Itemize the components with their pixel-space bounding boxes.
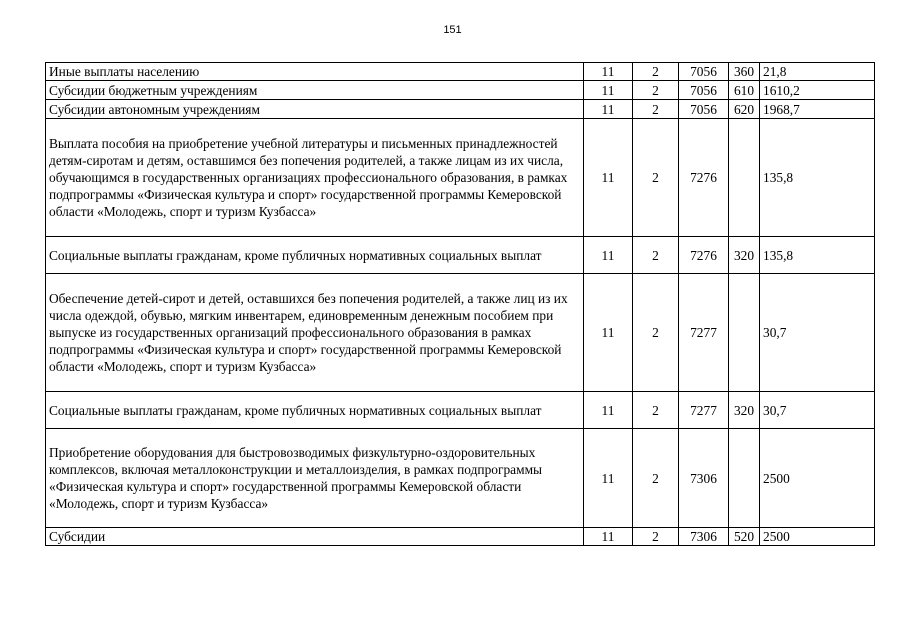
row-name-cell: Выплата пособия на приобретение учебной литературы и письменных принадлежностей детям-сиротам и детям, оставшимся без попечения родителей, а также лицам из их числа, обучающимся в государственных организациях профессионального образования, в рамках подпрограммы «Физическая культура и спорт» государственной программы Кемеровской области «Молодежь, спорт и туризм Кузбасса» [46, 119, 584, 237]
expense-type-cell: 360 [729, 63, 760, 81]
row-name-cell: Иные выплаты населению [46, 63, 584, 81]
row-name-cell: Субсидии [46, 528, 584, 546]
amount-cell: 2500 [760, 528, 875, 546]
row-name-cell: Обеспечение детей-сирот и детей, оставшихся без попечения родителей, а также лиц из их числа одеждой, обувью, мягким инвентарем, единовременным денежным пособием при выпуске из государственных организаций профессионального образования в рамках подпрограммы «Физическая культура и спорт» государственной программы Кемеровской области «Молодежь, спорт и туризм Кузбасса» [46, 274, 584, 392]
table-row [46, 392, 875, 429]
amount-cell: 135,8 [760, 119, 875, 237]
expense-type-cell: 320 [729, 237, 760, 274]
amount-cell: 135,8 [760, 237, 875, 274]
article-cell: 7276 [679, 237, 729, 274]
article-cell: 7306 [679, 528, 729, 546]
article-cell: 7306 [679, 429, 729, 528]
table-row [46, 237, 875, 274]
subsection-cell: 2 [633, 119, 679, 237]
page-number: 151 [443, 24, 462, 36]
row-name-cell: Субсидии автономным учреждениям [46, 100, 584, 119]
subsection-cell: 2 [633, 528, 679, 546]
amount-cell: 30,7 [760, 392, 875, 429]
row-name-cell: Приобретение оборудования для быстровозводимых физкультурно-оздоровительных комплексов, включая металлоконструкции и металлоизделия, в рамках подпрограммы «Физическая культура и спорт» государственной программы Кемеровской области «Молодежь, спорт и туризм Кузбасса» [46, 429, 584, 528]
article-cell: 7277 [679, 392, 729, 429]
table-row [46, 63, 875, 81]
section-cell: 11 [584, 528, 633, 546]
section-cell: 11 [584, 237, 633, 274]
expense-type-cell: 520 [729, 528, 760, 546]
subsection-cell: 2 [633, 274, 679, 392]
amount-cell: 1610,2 [760, 81, 875, 100]
subsection-cell: 2 [633, 429, 679, 528]
expense-type-cell: 610 [729, 81, 760, 100]
section-cell: 11 [584, 81, 633, 100]
budget-table [45, 62, 875, 546]
row-name-cell: Социальные выплаты гражданам, кроме публичных нормативных социальных выплат [46, 237, 584, 274]
article-cell: 7276 [679, 119, 729, 237]
row-name-cell: Социальные выплаты гражданам, кроме публичных нормативных социальных выплат [46, 392, 584, 429]
table-row [46, 274, 875, 392]
amount-cell: 30,7 [760, 274, 875, 392]
section-cell: 11 [584, 392, 633, 429]
row-name-cell: Субсидии бюджетным учреждениям [46, 81, 584, 100]
article-cell: 7277 [679, 274, 729, 392]
table-row [46, 81, 875, 100]
section-cell: 11 [584, 274, 633, 392]
article-cell: 7056 [679, 81, 729, 100]
section-cell: 11 [584, 100, 633, 119]
amount-cell: 1968,7 [760, 100, 875, 119]
table-row [46, 528, 875, 546]
table-row [46, 119, 875, 237]
subsection-cell: 2 [633, 81, 679, 100]
article-cell: 7056 [679, 100, 729, 119]
table-row [46, 429, 875, 528]
amount-cell: 21,8 [760, 63, 875, 81]
section-cell: 11 [584, 119, 633, 237]
subsection-cell: 2 [633, 392, 679, 429]
section-cell: 11 [584, 63, 633, 81]
table-row [46, 100, 875, 119]
expense-type-cell: 320 [729, 392, 760, 429]
subsection-cell: 2 [633, 63, 679, 81]
amount-cell: 2500 [760, 429, 875, 528]
subsection-cell: 2 [633, 100, 679, 119]
expense-type-cell [729, 119, 760, 237]
expense-type-cell [729, 429, 760, 528]
subsection-cell: 2 [633, 237, 679, 274]
expense-type-cell [729, 274, 760, 392]
expense-type-cell: 620 [729, 100, 760, 119]
section-cell: 11 [584, 429, 633, 528]
article-cell: 7056 [679, 63, 729, 81]
